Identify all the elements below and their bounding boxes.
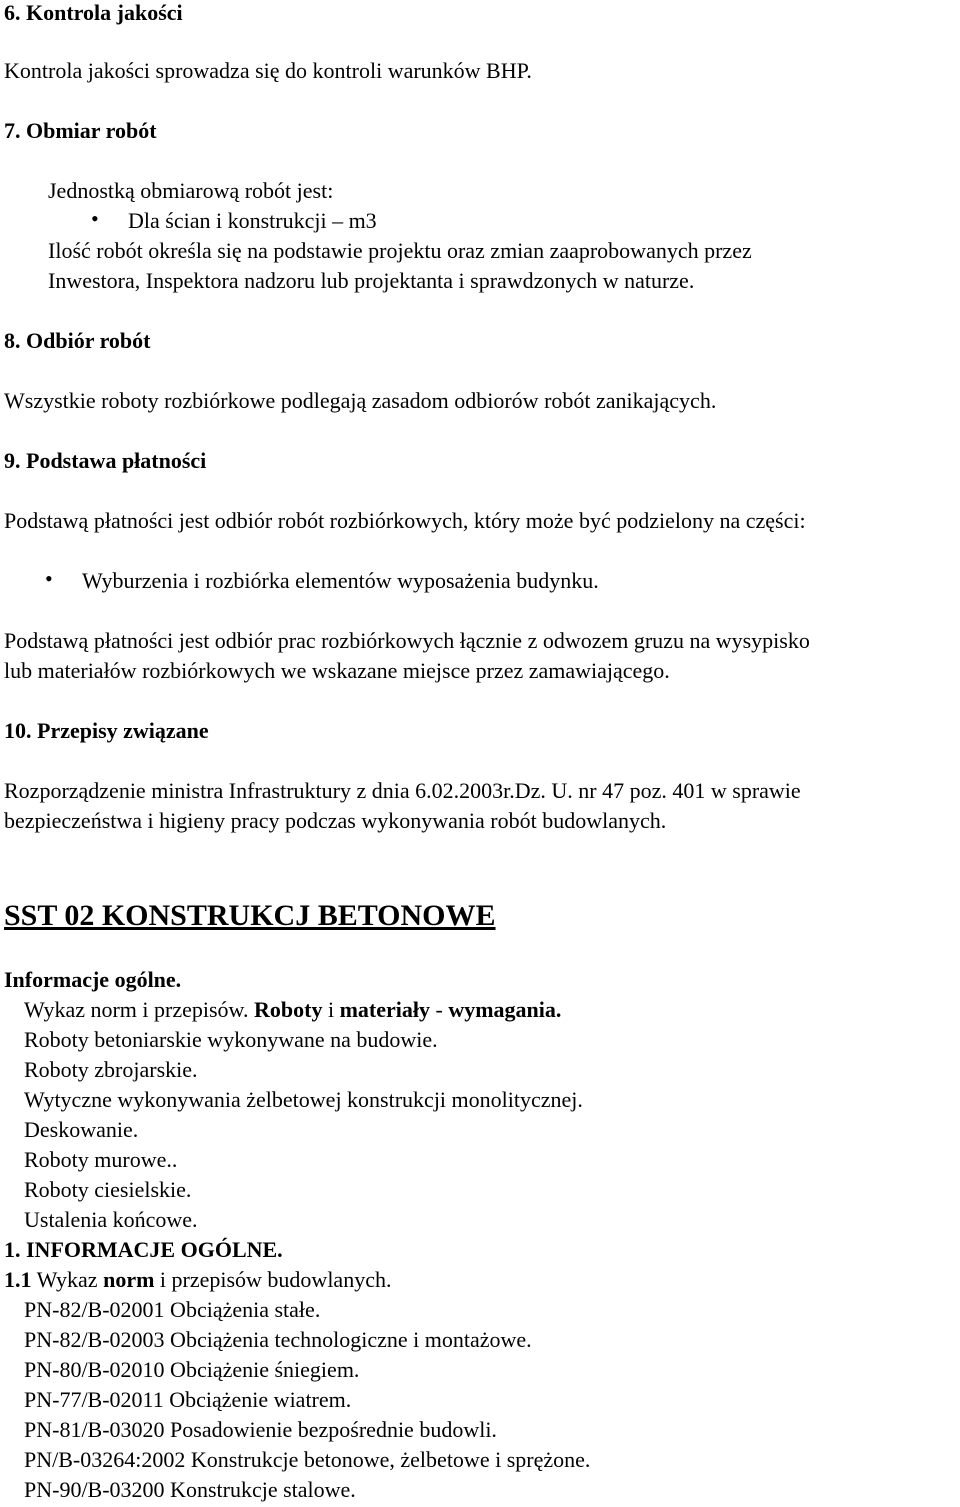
norm-item: PN-82/B-02003 Obciążenia technologiczne i montażowe.: [24, 1327, 532, 1352]
toc-item: Roboty ciesielskie.: [24, 1177, 192, 1202]
section-10-heading: 10. Przepisy związane: [4, 718, 209, 743]
toc-item: Deskowanie.: [24, 1117, 139, 1142]
norm-item: PN/B-03264:2002 Konstrukcje betonowe, żelbetowe i sprężone.: [24, 1447, 591, 1472]
norm-item: PN-80/B-02010 Obciążenie śniegiem.: [24, 1357, 360, 1382]
sst-title: SST 02 KONSTRUKCJ BETONOWE: [4, 899, 496, 932]
section-9-heading: 9. Podstawa płatności: [4, 448, 207, 473]
section-10-line-1: Rozporządzenie ministra Infrastruktury z dnia 6.02.2003r.Dz. U. nr 47 poz. 401 w sprawie: [4, 778, 801, 803]
section-9-text: Podstawą płatności jest odbiór robót rozbiórkowych, który może być podzielony na części:: [4, 508, 806, 533]
toc-item: Roboty murowe..: [24, 1147, 178, 1172]
section-9-line-2: lub materiałów rozbiórkowych we wskazane miejsce przez zamawiającego.: [4, 658, 670, 683]
informacje-ogolne-heading: 1. INFORMACJE OGÓLNE.: [4, 1237, 283, 1262]
norm-item: PN-82/B-02001 Obciążenia stałe.: [24, 1297, 321, 1322]
section-9-line-1: Podstawą płatności jest odbiór prac rozbiórkowych łącznie z odwozem gruzu na wysypisko: [4, 628, 810, 653]
norm-item: PN-77/B-02011 Obciążenie wiatrem.: [24, 1387, 352, 1412]
norm-item: PN-81/B-03020 Posadowienie bezpośrednie budowli.: [24, 1417, 497, 1442]
info-heading: Informacje ogólne.: [4, 967, 182, 992]
toc-item: Roboty zbrojarskie.: [24, 1057, 198, 1082]
section-7-line-2: Inwestora, Inspektora nadzoru lub projektanta i sprawdzonych w naturze.: [48, 268, 695, 293]
bullet-icon: •: [91, 206, 99, 231]
section-7-intro: Jednostką obmiarową robót jest:: [48, 178, 334, 203]
section-7-heading: 7. Obmiar robót: [4, 118, 157, 143]
subsection-1-1: 1.1 Wykaz norm i przepisów budowlanych.: [4, 1267, 392, 1292]
section-6-heading: 6. Kontrola jakości: [4, 0, 183, 25]
toc-item: Roboty betoniarskie wykonywane na budowie.: [24, 1027, 438, 1052]
bullet-icon: •: [45, 566, 53, 591]
toc-item-1: Wykaz norm i przepisów. Roboty i materiały - wymagania.: [24, 997, 562, 1022]
toc-item: Ustalenia końcowe.: [24, 1207, 198, 1232]
norm-item: PN-90/B-03200 Konstrukcje stalowe.: [24, 1477, 356, 1502]
section-10-line-2: bezpieczeństwa i higieny pracy podczas wykonywania robót budowlanych.: [4, 808, 667, 833]
toc-item: Wytyczne wykonywania żelbetowej konstrukcji monolitycznej.: [24, 1087, 583, 1112]
section-8-heading: 8. Odbiór robót: [4, 328, 151, 353]
section-6-text: Kontrola jakości sprowadza się do kontroli warunków BHP.: [4, 58, 532, 83]
section-9-bullet: Wyburzenia i rozbiórka elementów wyposażenia budynku.: [82, 568, 599, 593]
section-8-text: Wszystkie roboty rozbiórkowe podlegają zasadom odbiorów robót zanikających.: [4, 388, 717, 413]
section-7-bullet: Dla ścian i konstrukcji – m3: [128, 208, 377, 233]
section-7-line-1: Ilość robót określa się na podstawie projektu oraz zmian zaaprobowanych przez: [48, 238, 752, 263]
